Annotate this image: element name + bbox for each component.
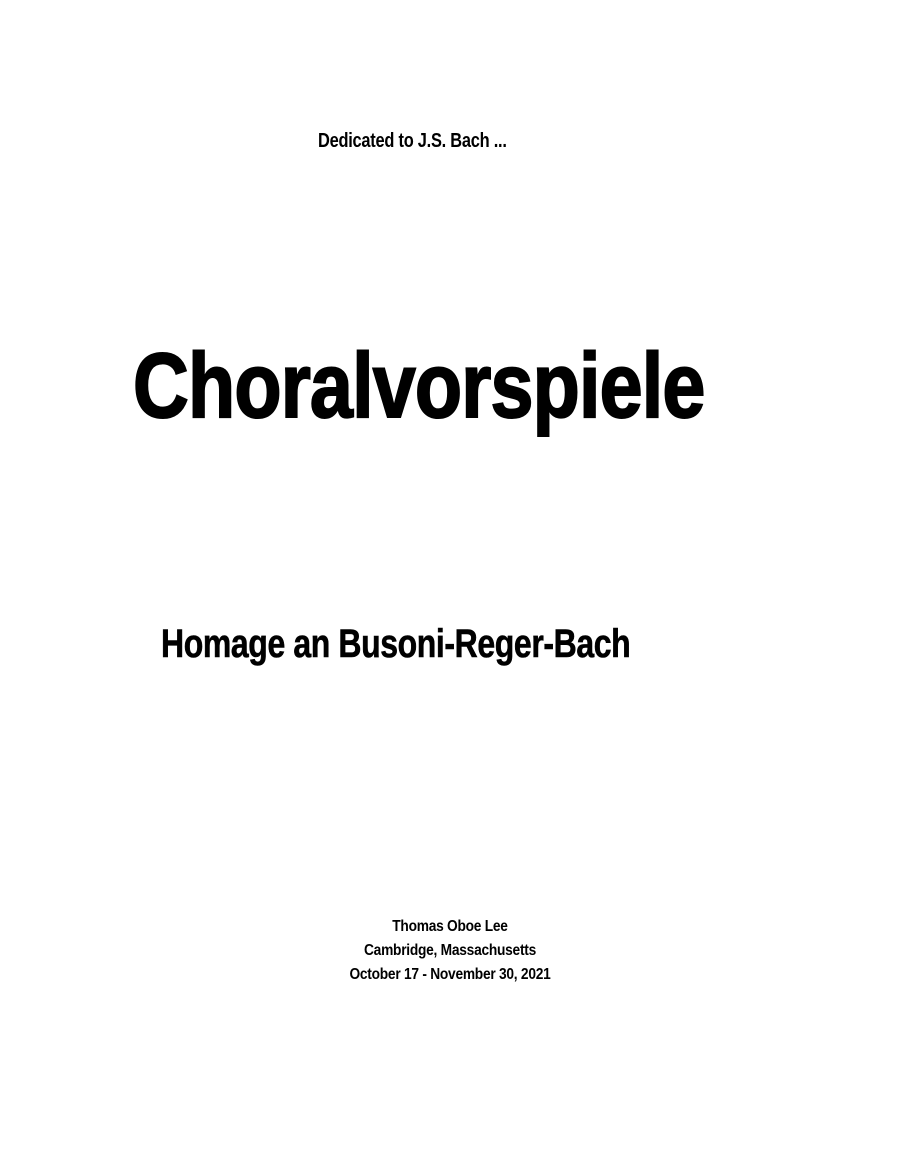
- composition-dates: October 17 - November 30, 2021: [349, 966, 551, 983]
- composition-location: Cambridge, Massachusetts: [364, 942, 536, 959]
- dedication-text: Dedicated to J.S. Bach ...: [318, 130, 507, 152]
- composer-name: Thomas Oboe Lee: [392, 918, 508, 935]
- page-title: Choralvorspiele: [133, 335, 705, 437]
- credits-block: [250, 915, 650, 987]
- page-subtitle: Homage an Busoni-Reger-Bach: [161, 622, 631, 666]
